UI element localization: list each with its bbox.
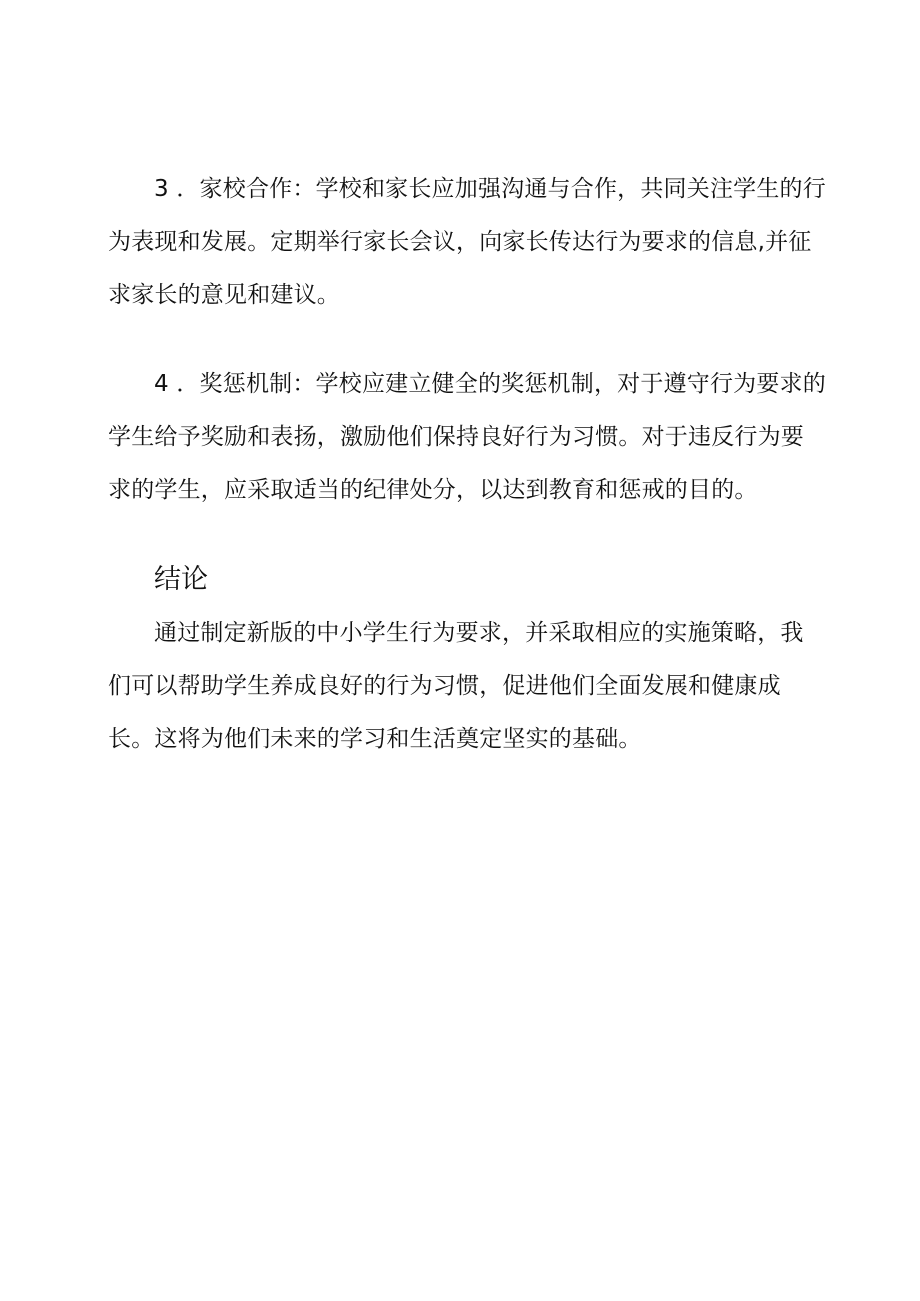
conclusion-line-3: 长。这将为他们未来的学习和生活奠定坚实的基础。 bbox=[108, 726, 642, 752]
item-4-line-3: 求的学生，应采取适当的纪律处分，以达到教育和惩戒的目的。 bbox=[108, 477, 758, 503]
item-3-paragraph bbox=[108, 163, 828, 322]
item-4-line-1: 4 ．奖惩机制：学校应建立健全的奖惩机制，对于遵守行为要求的 bbox=[154, 371, 826, 397]
conclusion-line-2: 们可以帮助学生养成良好的行为习惯，促进他们全面发展和健康成 bbox=[108, 673, 781, 699]
item-3-line-2: 为表现和发展。定期举行家长会议，向家长传达行为要求的信息,并征 bbox=[108, 229, 812, 255]
item-3-line-1: 3 ．家校合作：学校和家长应加强沟通与合作，共同关注学生的行 bbox=[154, 176, 826, 202]
conclusion-paragraph bbox=[108, 607, 828, 766]
conclusion-line-1: 通过制定新版的中小学生行为要求，并采取相应的实施策略，我 bbox=[154, 620, 804, 646]
item-3-line-3: 求家长的意见和建议。 bbox=[108, 282, 340, 308]
item-4-paragraph bbox=[108, 358, 828, 517]
conclusion-heading: 结论 bbox=[154, 564, 208, 595]
item-4-line-2: 学生给予奖励和表扬，激励他们保持良好行为习惯。对于违反行为要 bbox=[108, 424, 804, 450]
